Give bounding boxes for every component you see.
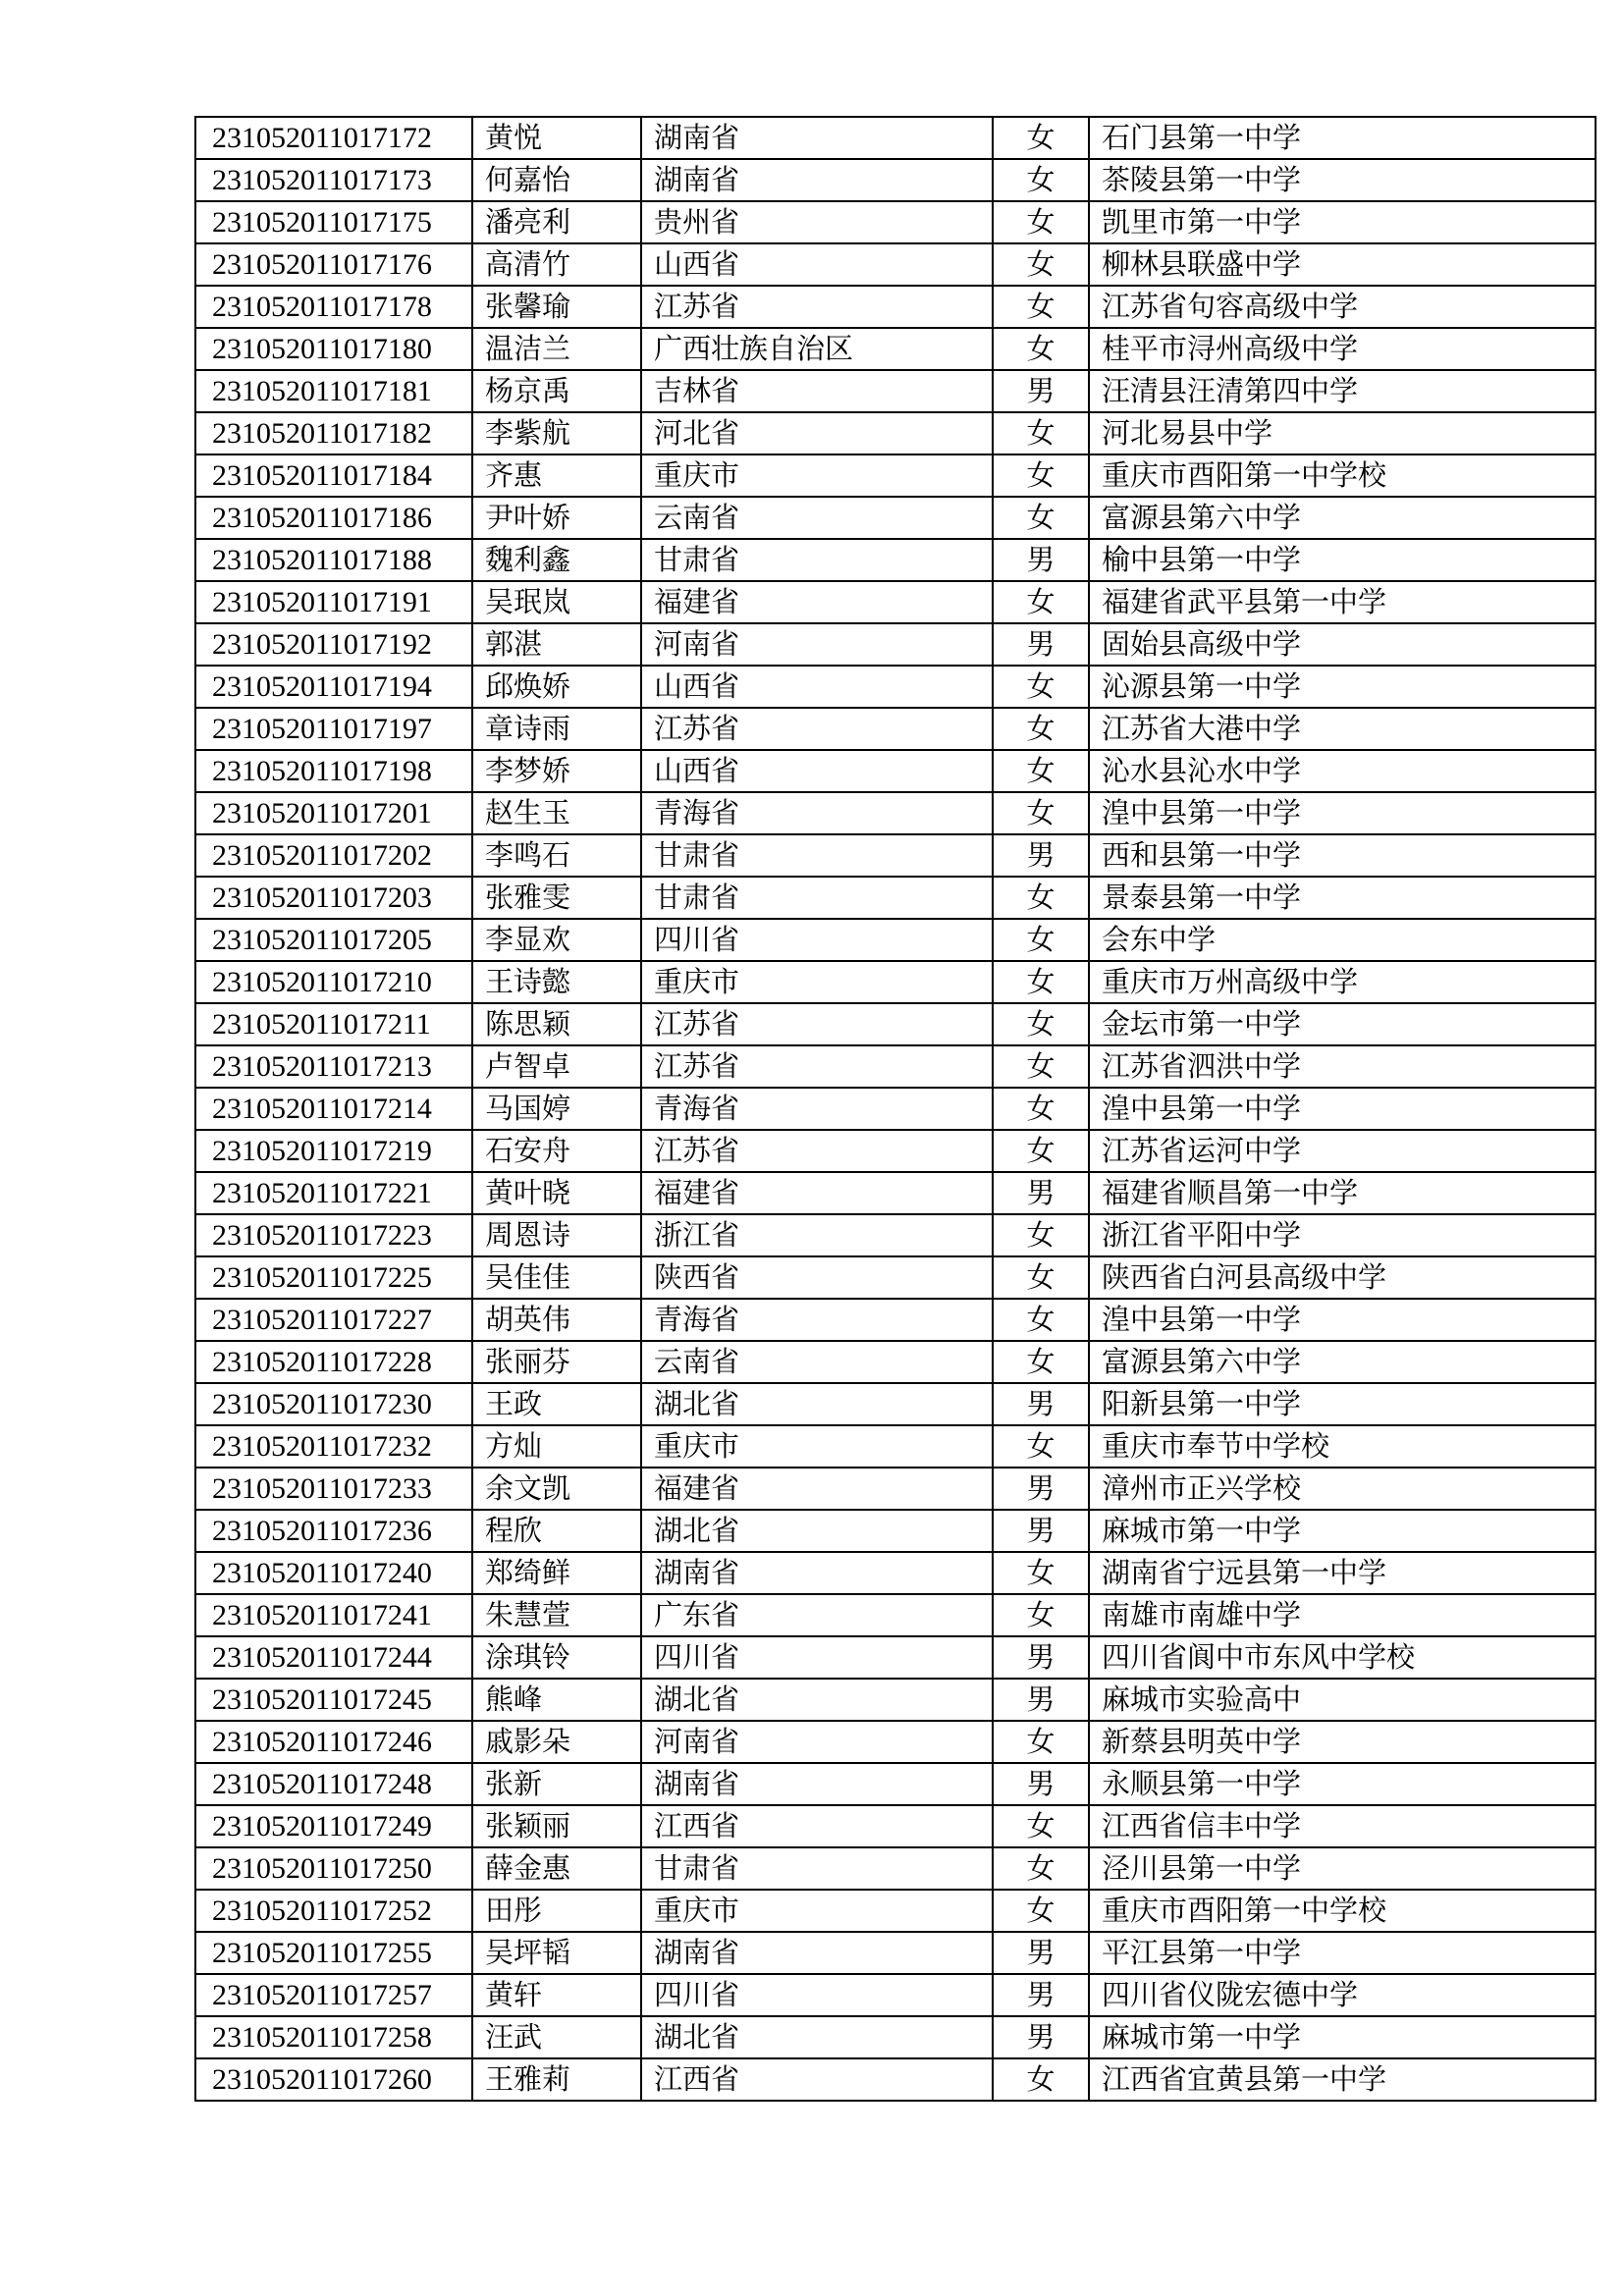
gender-cell: 女: [993, 1214, 1089, 1256]
student-name-cell: 吴坪韬: [472, 1932, 641, 1974]
province-cell: 云南省: [641, 497, 993, 539]
gender-cell: 女: [993, 243, 1089, 286]
province-cell: 吉林省: [641, 370, 993, 412]
province-cell: 重庆市: [641, 1425, 993, 1468]
province-cell: 陕西省: [641, 1256, 993, 1299]
school-cell: 湟中县第一中学: [1089, 1088, 1596, 1130]
gender-cell: 男: [993, 370, 1089, 412]
gender-cell: 女: [993, 1805, 1089, 1847]
student-name-cell: 方灿: [472, 1425, 641, 1468]
province-cell: 河南省: [641, 1721, 993, 1763]
table-row: [195, 1763, 1596, 1805]
gender-cell: 男: [993, 834, 1089, 877]
gender-cell: 女: [993, 1299, 1089, 1341]
gender-cell: 女: [993, 159, 1089, 201]
province-cell: 江苏省: [641, 1003, 993, 1045]
school-cell: 四川省仪陇宏德中学: [1089, 1974, 1596, 2016]
province-cell: 福建省: [641, 581, 993, 623]
student-name-cell: 张雅雯: [472, 877, 641, 919]
province-cell: 四川省: [641, 919, 993, 961]
table-row: [195, 1088, 1596, 1130]
student-id-cell: 231052011017228: [195, 1341, 472, 1383]
student-id-cell: 231052011017178: [195, 286, 472, 328]
table-row: [195, 1299, 1596, 1341]
student-name-cell: 郑绮鲜: [472, 1552, 641, 1594]
table-row: [195, 454, 1596, 497]
student-id-cell: 231052011017181: [195, 370, 472, 412]
gender-cell: 女: [993, 792, 1089, 834]
student-name-cell: 潘亮利: [472, 201, 641, 243]
table-row: [195, 328, 1596, 370]
student-id-cell: 231052011017201: [195, 792, 472, 834]
student-id-cell: 231052011017198: [195, 750, 472, 792]
school-cell: 浙江省平阳中学: [1089, 1214, 1596, 1256]
student-id-cell: 231052011017236: [195, 1510, 472, 1552]
table-row: [195, 412, 1596, 454]
table-row: [195, 1679, 1596, 1721]
province-cell: 甘肃省: [641, 834, 993, 877]
student-name-cell: 王诗懿: [472, 961, 641, 1003]
province-cell: 广东省: [641, 1594, 993, 1636]
province-cell: 山西省: [641, 666, 993, 708]
province-cell: 重庆市: [641, 961, 993, 1003]
student-name-cell: 王政: [472, 1383, 641, 1425]
student-id-cell: 231052011017250: [195, 1847, 472, 1890]
school-cell: 福建省武平县第一中学: [1089, 581, 1596, 623]
student-name-cell: 戚影朵: [472, 1721, 641, 1763]
gender-cell: 男: [993, 1932, 1089, 1974]
gender-cell: 女: [993, 1130, 1089, 1172]
gender-cell: 女: [993, 1256, 1089, 1299]
province-cell: 甘肃省: [641, 539, 993, 581]
province-cell: 湖北省: [641, 1679, 993, 1721]
gender-cell: 女: [993, 708, 1089, 750]
school-cell: 沁水县沁水中学: [1089, 750, 1596, 792]
gender-cell: 男: [993, 539, 1089, 581]
student-name-cell: 李梦娇: [472, 750, 641, 792]
student-name-cell: 何嘉怡: [472, 159, 641, 201]
school-cell: 富源县第六中学: [1089, 497, 1596, 539]
province-cell: 福建省: [641, 1468, 993, 1510]
gender-cell: 女: [993, 1045, 1089, 1088]
student-id-cell: 231052011017225: [195, 1256, 472, 1299]
student-id-cell: 231052011017223: [195, 1214, 472, 1256]
school-cell: 固始县高级中学: [1089, 623, 1596, 666]
gender-cell: 女: [993, 117, 1089, 159]
gender-cell: 男: [993, 2016, 1089, 2058]
student-roster-table: [194, 116, 1597, 2102]
school-cell: 福建省顺昌第一中学: [1089, 1172, 1596, 1214]
student-name-cell: 吴佳佳: [472, 1256, 641, 1299]
student-name-cell: 杨京禹: [472, 370, 641, 412]
gender-cell: 男: [993, 1510, 1089, 1552]
student-name-cell: 黄叶晓: [472, 1172, 641, 1214]
gender-cell: 女: [993, 666, 1089, 708]
student-id-cell: 231052011017240: [195, 1552, 472, 1594]
table-row: [195, 1552, 1596, 1594]
student-id-cell: 231052011017184: [195, 454, 472, 497]
student-name-cell: 黄悦: [472, 117, 641, 159]
student-name-cell: 张颖丽: [472, 1805, 641, 1847]
student-id-cell: 231052011017260: [195, 2058, 472, 2101]
province-cell: 江苏省: [641, 708, 993, 750]
student-name-cell: 程欣: [472, 1510, 641, 1552]
roster-body: [195, 117, 1596, 2101]
student-id-cell: 231052011017232: [195, 1425, 472, 1468]
province-cell: 湖南省: [641, 1932, 993, 1974]
student-name-cell: 张丽芬: [472, 1341, 641, 1383]
school-cell: 金坛市第一中学: [1089, 1003, 1596, 1045]
gender-cell: 女: [993, 201, 1089, 243]
province-cell: 江苏省: [641, 286, 993, 328]
school-cell: 泾川县第一中学: [1089, 1847, 1596, 1890]
province-cell: 湖南省: [641, 1763, 993, 1805]
table-row: [195, 539, 1596, 581]
student-name-cell: 尹叶娇: [472, 497, 641, 539]
student-id-cell: 231052011017241: [195, 1594, 472, 1636]
student-id-cell: 231052011017211: [195, 1003, 472, 1045]
table-row: [195, 2058, 1596, 2101]
student-name-cell: 石安舟: [472, 1130, 641, 1172]
student-name-cell: 周恩诗: [472, 1214, 641, 1256]
school-cell: 南雄市南雄中学: [1089, 1594, 1596, 1636]
school-cell: 平江县第一中学: [1089, 1932, 1596, 1974]
province-cell: 重庆市: [641, 1890, 993, 1932]
student-id-cell: 231052011017202: [195, 834, 472, 877]
student-name-cell: 赵生玉: [472, 792, 641, 834]
school-cell: 陕西省白河县高级中学: [1089, 1256, 1596, 1299]
province-cell: 江苏省: [641, 1130, 993, 1172]
table-row: [195, 877, 1596, 919]
table-row: [195, 286, 1596, 328]
table-row: [195, 623, 1596, 666]
province-cell: 湖北省: [641, 1510, 993, 1552]
student-id-cell: 231052011017227: [195, 1299, 472, 1341]
school-cell: 石门县第一中学: [1089, 117, 1596, 159]
student-name-cell: 李显欢: [472, 919, 641, 961]
student-id-cell: 231052011017186: [195, 497, 472, 539]
province-cell: 四川省: [641, 1636, 993, 1679]
table-row: [195, 159, 1596, 201]
province-cell: 湖北省: [641, 2016, 993, 2058]
student-id-cell: 231052011017197: [195, 708, 472, 750]
province-cell: 贵州省: [641, 201, 993, 243]
table-row: [195, 1510, 1596, 1552]
student-id-cell: 231052011017246: [195, 1721, 472, 1763]
student-id-cell: 231052011017255: [195, 1932, 472, 1974]
gender-cell: 男: [993, 623, 1089, 666]
gender-cell: 女: [993, 877, 1089, 919]
student-id-cell: 231052011017203: [195, 877, 472, 919]
table-row: [195, 201, 1596, 243]
table-row: [195, 1130, 1596, 1172]
student-name-cell: 魏利鑫: [472, 539, 641, 581]
student-name-cell: 温洁兰: [472, 328, 641, 370]
gender-cell: 女: [993, 750, 1089, 792]
student-name-cell: 胡英伟: [472, 1299, 641, 1341]
province-cell: 湖南省: [641, 1552, 993, 1594]
province-cell: 江西省: [641, 1805, 993, 1847]
table-row: [195, 1847, 1596, 1890]
student-id-cell: 231052011017249: [195, 1805, 472, 1847]
table-row: [195, 1468, 1596, 1510]
student-id-cell: 231052011017244: [195, 1636, 472, 1679]
province-cell: 四川省: [641, 1974, 993, 2016]
province-cell: 山西省: [641, 750, 993, 792]
province-cell: 重庆市: [641, 454, 993, 497]
school-cell: 汪清县汪清第四中学: [1089, 370, 1596, 412]
gender-cell: 男: [993, 1636, 1089, 1679]
school-cell: 重庆市酉阳第一中学校: [1089, 1890, 1596, 1932]
gender-cell: 女: [993, 919, 1089, 961]
province-cell: 甘肃省: [641, 877, 993, 919]
school-cell: 凯里市第一中学: [1089, 201, 1596, 243]
gender-cell: 女: [993, 328, 1089, 370]
province-cell: 湖南省: [641, 159, 993, 201]
table-row: [195, 1890, 1596, 1932]
school-cell: 四川省阆中市东风中学校: [1089, 1636, 1596, 1679]
student-id-cell: 231052011017221: [195, 1172, 472, 1214]
student-id-cell: 231052011017191: [195, 581, 472, 623]
student-name-cell: 薛金惠: [472, 1847, 641, 1890]
table-row: [195, 666, 1596, 708]
school-cell: 重庆市万州高级中学: [1089, 961, 1596, 1003]
province-cell: 江西省: [641, 2058, 993, 2101]
province-cell: 甘肃省: [641, 1847, 993, 1890]
table-row: [195, 1721, 1596, 1763]
school-cell: 景泰县第一中学: [1089, 877, 1596, 919]
gender-cell: 女: [993, 286, 1089, 328]
student-id-cell: 231052011017252: [195, 1890, 472, 1932]
province-cell: 江苏省: [641, 1045, 993, 1088]
student-name-cell: 王雅莉: [472, 2058, 641, 2101]
student-name-cell: 高清竹: [472, 243, 641, 286]
school-cell: 江苏省句容高级中学: [1089, 286, 1596, 328]
table-row: [195, 1805, 1596, 1847]
school-cell: 西和县第一中学: [1089, 834, 1596, 877]
student-id-cell: 231052011017219: [195, 1130, 472, 1172]
table-row: [195, 497, 1596, 539]
province-cell: 青海省: [641, 1299, 993, 1341]
gender-cell: 女: [993, 1552, 1089, 1594]
student-id-cell: 231052011017210: [195, 961, 472, 1003]
school-cell: 茶陵县第一中学: [1089, 159, 1596, 201]
student-id-cell: 231052011017172: [195, 117, 472, 159]
school-cell: 漳州市正兴学校: [1089, 1468, 1596, 1510]
school-cell: 重庆市酉阳第一中学校: [1089, 454, 1596, 497]
table-row: [195, 1636, 1596, 1679]
school-cell: 新蔡县明英中学: [1089, 1721, 1596, 1763]
student-name-cell: 郭湛: [472, 623, 641, 666]
table-row: [195, 1256, 1596, 1299]
student-id-cell: 231052011017248: [195, 1763, 472, 1805]
school-cell: 麻城市第一中学: [1089, 2016, 1596, 2058]
student-name-cell: 李紫航: [472, 412, 641, 454]
student-name-cell: 余文凯: [472, 1468, 641, 1510]
school-cell: 会东中学: [1089, 919, 1596, 961]
school-cell: 江苏省大港中学: [1089, 708, 1596, 750]
school-cell: 重庆市奉节中学校: [1089, 1425, 1596, 1468]
gender-cell: 男: [993, 1383, 1089, 1425]
student-name-cell: 邱焕娇: [472, 666, 641, 708]
student-id-cell: 231052011017230: [195, 1383, 472, 1425]
student-name-cell: 张馨瑜: [472, 286, 641, 328]
province-cell: 广西壮族自治区: [641, 328, 993, 370]
school-cell: 江苏省泗洪中学: [1089, 1045, 1596, 1088]
gender-cell: 男: [993, 1172, 1089, 1214]
school-cell: 阳新县第一中学: [1089, 1383, 1596, 1425]
student-name-cell: 马国婷: [472, 1088, 641, 1130]
school-cell: 湖南省宁远县第一中学: [1089, 1552, 1596, 1594]
gender-cell: 女: [993, 1341, 1089, 1383]
gender-cell: 男: [993, 1468, 1089, 1510]
gender-cell: 女: [993, 1847, 1089, 1890]
gender-cell: 女: [993, 1425, 1089, 1468]
table-row: [195, 117, 1596, 159]
school-cell: 麻城市第一中学: [1089, 1510, 1596, 1552]
province-cell: 湖南省: [641, 117, 993, 159]
student-name-cell: 熊峰: [472, 1679, 641, 1721]
student-name-cell: 吴珉岚: [472, 581, 641, 623]
province-cell: 浙江省: [641, 1214, 993, 1256]
table-row: [195, 2016, 1596, 2058]
school-cell: 湟中县第一中学: [1089, 792, 1596, 834]
province-cell: 河南省: [641, 623, 993, 666]
table-row: [195, 1383, 1596, 1425]
school-cell: 江苏省运河中学: [1089, 1130, 1596, 1172]
table-row: [195, 1341, 1596, 1383]
gender-cell: 女: [993, 1721, 1089, 1763]
table-row: [195, 708, 1596, 750]
gender-cell: 女: [993, 1003, 1089, 1045]
student-id-cell: 231052011017175: [195, 201, 472, 243]
table-row: [195, 1425, 1596, 1468]
table-row: [195, 1594, 1596, 1636]
table-row: [195, 370, 1596, 412]
student-id-cell: 231052011017257: [195, 1974, 472, 2016]
school-cell: 麻城市实验高中: [1089, 1679, 1596, 1721]
gender-cell: 女: [993, 412, 1089, 454]
student-name-cell: 章诗雨: [472, 708, 641, 750]
student-name-cell: 涂琪铃: [472, 1636, 641, 1679]
gender-cell: 女: [993, 581, 1089, 623]
gender-cell: 女: [993, 1890, 1089, 1932]
gender-cell: 女: [993, 497, 1089, 539]
table-row: [195, 834, 1596, 877]
student-id-cell: 231052011017194: [195, 666, 472, 708]
student-name-cell: 张新: [472, 1763, 641, 1805]
student-id-cell: 231052011017214: [195, 1088, 472, 1130]
student-id-cell: 231052011017173: [195, 159, 472, 201]
student-id-cell: 231052011017176: [195, 243, 472, 286]
school-cell: 永顺县第一中学: [1089, 1763, 1596, 1805]
school-cell: 柳林县联盛中学: [1089, 243, 1596, 286]
school-cell: 桂平市浔州高级中学: [1089, 328, 1596, 370]
school-cell: 富源县第六中学: [1089, 1341, 1596, 1383]
table-row: [195, 243, 1596, 286]
table-row: [195, 1932, 1596, 1974]
table-row: [195, 750, 1596, 792]
province-cell: 青海省: [641, 1088, 993, 1130]
gender-cell: 女: [993, 961, 1089, 1003]
student-name-cell: 黄轩: [472, 1974, 641, 2016]
gender-cell: 女: [993, 454, 1089, 497]
student-id-cell: 231052011017233: [195, 1468, 472, 1510]
student-id-cell: 231052011017182: [195, 412, 472, 454]
school-cell: 河北易县中学: [1089, 412, 1596, 454]
gender-cell: 男: [993, 1974, 1089, 2016]
gender-cell: 男: [993, 1679, 1089, 1721]
student-name-cell: 卢智卓: [472, 1045, 641, 1088]
table-row: [195, 1003, 1596, 1045]
table-row: [195, 1974, 1596, 2016]
province-cell: 青海省: [641, 792, 993, 834]
student-name-cell: 齐惠: [472, 454, 641, 497]
table-row: [195, 961, 1596, 1003]
gender-cell: 男: [993, 1763, 1089, 1805]
student-id-cell: 231052011017213: [195, 1045, 472, 1088]
student-name-cell: 李鸣石: [472, 834, 641, 877]
student-id-cell: 231052011017188: [195, 539, 472, 581]
table-row: [195, 919, 1596, 961]
student-name-cell: 朱慧萱: [472, 1594, 641, 1636]
table-row: [195, 792, 1596, 834]
student-id-cell: 231052011017205: [195, 919, 472, 961]
student-name-cell: 陈思颖: [472, 1003, 641, 1045]
student-id-cell: 231052011017180: [195, 328, 472, 370]
table-row: [195, 1214, 1596, 1256]
school-cell: 榆中县第一中学: [1089, 539, 1596, 581]
table-row: [195, 581, 1596, 623]
school-cell: 沁源县第一中学: [1089, 666, 1596, 708]
school-cell: 江西省信丰中学: [1089, 1805, 1596, 1847]
table-row: [195, 1172, 1596, 1214]
province-cell: 云南省: [641, 1341, 993, 1383]
student-name-cell: 田彤: [472, 1890, 641, 1932]
province-cell: 山西省: [641, 243, 993, 286]
student-id-cell: 231052011017258: [195, 2016, 472, 2058]
table-row: [195, 1045, 1596, 1088]
province-cell: 湖北省: [641, 1383, 993, 1425]
gender-cell: 女: [993, 1088, 1089, 1130]
gender-cell: 女: [993, 1594, 1089, 1636]
school-cell: 湟中县第一中学: [1089, 1299, 1596, 1341]
province-cell: 河北省: [641, 412, 993, 454]
student-id-cell: 231052011017245: [195, 1679, 472, 1721]
school-cell: 江西省宜黄县第一中学: [1089, 2058, 1596, 2101]
student-name-cell: 汪武: [472, 2016, 641, 2058]
province-cell: 福建省: [641, 1172, 993, 1214]
student-id-cell: 231052011017192: [195, 623, 472, 666]
gender-cell: 女: [993, 2058, 1089, 2101]
